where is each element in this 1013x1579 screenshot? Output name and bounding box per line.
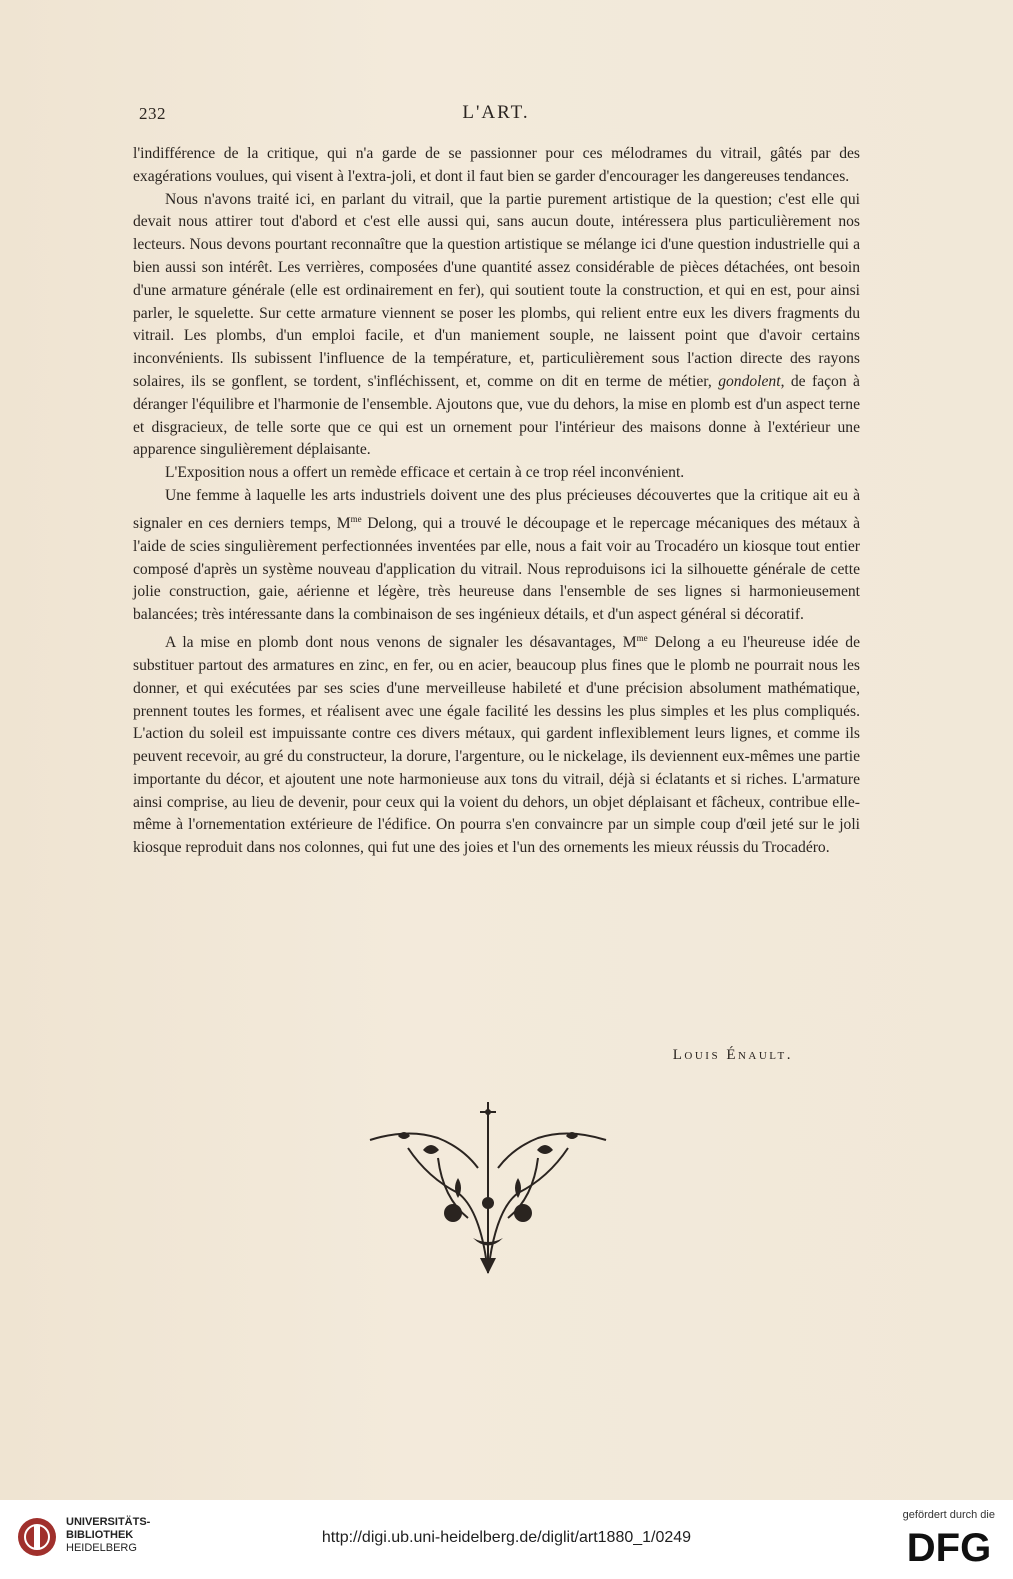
paragraph-1: l'indifférence de la critique, qui n'a garde de se passionner pour ces mélodrames du vitrail, gâtés par des exagérations voulues, qui visent à l'extra-joli, et dont il faut bien se garder d'encourager les dangereuses tendances. xyxy=(133,145,860,185)
journal-title: L'ART. xyxy=(462,102,530,123)
funding-note: gefördert durch die xyxy=(902,1509,995,1521)
paragraph-5-rest: Delong a eu l'heureuse idée de substituer partout des armatures en zinc, en fer, ou en acier, beaucoup plus fines que le plomb ne pourrait nous les donner, et qui exécutées par ses scies d'une merveilleuse habileté et d'une précision absolument mathématique, prennent toutes les formes, et réalisent avec une égale facilité les dessins les plus simples et les plus compliqués. L'action du soleil est impuissante contre ces divers métaux, qui gardent inflexiblement leurs lignes, et comme ils peuvent recevoir, au gré du constructeur, la dorure, l'argenture, ou le nickelage, ils deviennent eux-mêmes une partie importante du décor, et ajoutent une note harmonieuse aux tons du vitrail, déjà si éclatants et si riches. L'armature ainsi comprise, au lieu de devenir, pour ceux qui la voient du dehors, un objet déplaisant et fâcheux, contribue elle-même à l'ornementation extérieure de l'édifice. On pourra s'en convaincre par un simple coup d'œil jeté sur le joli kiosque reproduit dans nos colonnes, qui fut une des joies et l'un des ornements les mieux réussis du Trocadéro. xyxy=(133,634,860,857)
library-line-3: HEIDELBERG xyxy=(66,1542,137,1554)
dfg-logo-text: DFG xyxy=(906,1526,992,1565)
library-line-1: UNIVERSITÄTS- xyxy=(66,1516,151,1528)
paragraph-2 xyxy=(133,189,860,463)
paragraph-2-text: Nous n'avons traité ici, en parlant du vitrail, que la partie purement artistique de la question; c'est elle qui devait nous attirer tout d'abord et c'est elle aussi qui, sans aucun doute, intéressera plus particulièrement nos lecteurs. Nous devons pourtant reconnaître que la question artistique se mélange ici d'une question industrielle qui a bien aussi son intérêt. Les verrières, composées d'une quantité assez considérable de pièces détachées, ont besoin d'une armature générale (elle est ordinairement en fer), qui soutient toute la construction, et qui en est, pour ainsi parler, le squelette. Sur cette armature viennent se poser les plombs, qui relient entre eux les divers fragments du vitrail. Les plombs, d'un emploi facile, et d'un maniement souple, ne laissent point que d'avoir certains inconvénients. Ils subissent l'influence de la température, et, particulièrement sous l'action directe des rayons solaires, ils se gonflent, se tordent, s'infléchissent, et, comme on dit en terme de métier, xyxy=(133,190,860,390)
running-head xyxy=(135,102,857,126)
source-url-link[interactable]: http://digi.ub.uni-heidelberg.de/diglit/art1880_1/0249 xyxy=(321,1529,692,1546)
superscript: me xyxy=(350,513,362,524)
superscript: me xyxy=(636,632,648,643)
author-signature: Louis Énault. xyxy=(672,1047,793,1063)
dfg-logo-icon xyxy=(901,1525,997,1565)
italic-term: gondolent xyxy=(718,372,781,390)
paragraph-4-rest: Delong, qui a trouvé le découpage et le repercage mécaniques des métaux à l'aide de scies singulièrement perfectionnées inventées par elle, nous a fait voir au Trocadéro un kiosque tout entier composé d'après un système nouveau d'application du vitrail. Nous reproduisons ici la silhouette générale de cette jolie construction, gaie, aérienne et légère, très heureuse dans l'ensemble de ses lignes si harmonieusement balancées; très intéressante dans la combinaison de ses ingénieux détails, et d'un aspect général si décoratif. xyxy=(133,514,860,624)
page-number: 232 xyxy=(139,104,166,123)
paragraph-3: L'Exposition nous a offert un remède efficace et certain à ce trop réel inconvénient. xyxy=(165,464,685,482)
paragraph-5-text: A la mise en plomb dont nous venons de signaler les désavantages, M xyxy=(165,634,637,652)
library-line-2: BIBLIOTHEK xyxy=(66,1529,134,1541)
article-body xyxy=(133,143,860,860)
paragraph-4-text: Une femme à laquelle les arts industriels doivent une des plus précieuses découvertes que la critique ait eu à signaler en ces derniers temps, M xyxy=(133,486,860,532)
paragraph-2-rest: , de façon à déranger l'équilibre et l'harmonie de l'ensemble. Ajoutons que, vue du dehors, la mise en plomb est d'un aspect terne et disgracieux, de telle sorte que ce qui est un ornement pour l'intérieur des maisons donne à l'extérieur une apparence singulièrement déplaisante. xyxy=(133,372,860,459)
footer-bar xyxy=(0,1500,1013,1579)
floral-ornament-icon xyxy=(368,1098,608,1278)
paragraph-4 xyxy=(133,485,860,627)
paragraph-5 xyxy=(133,627,860,860)
